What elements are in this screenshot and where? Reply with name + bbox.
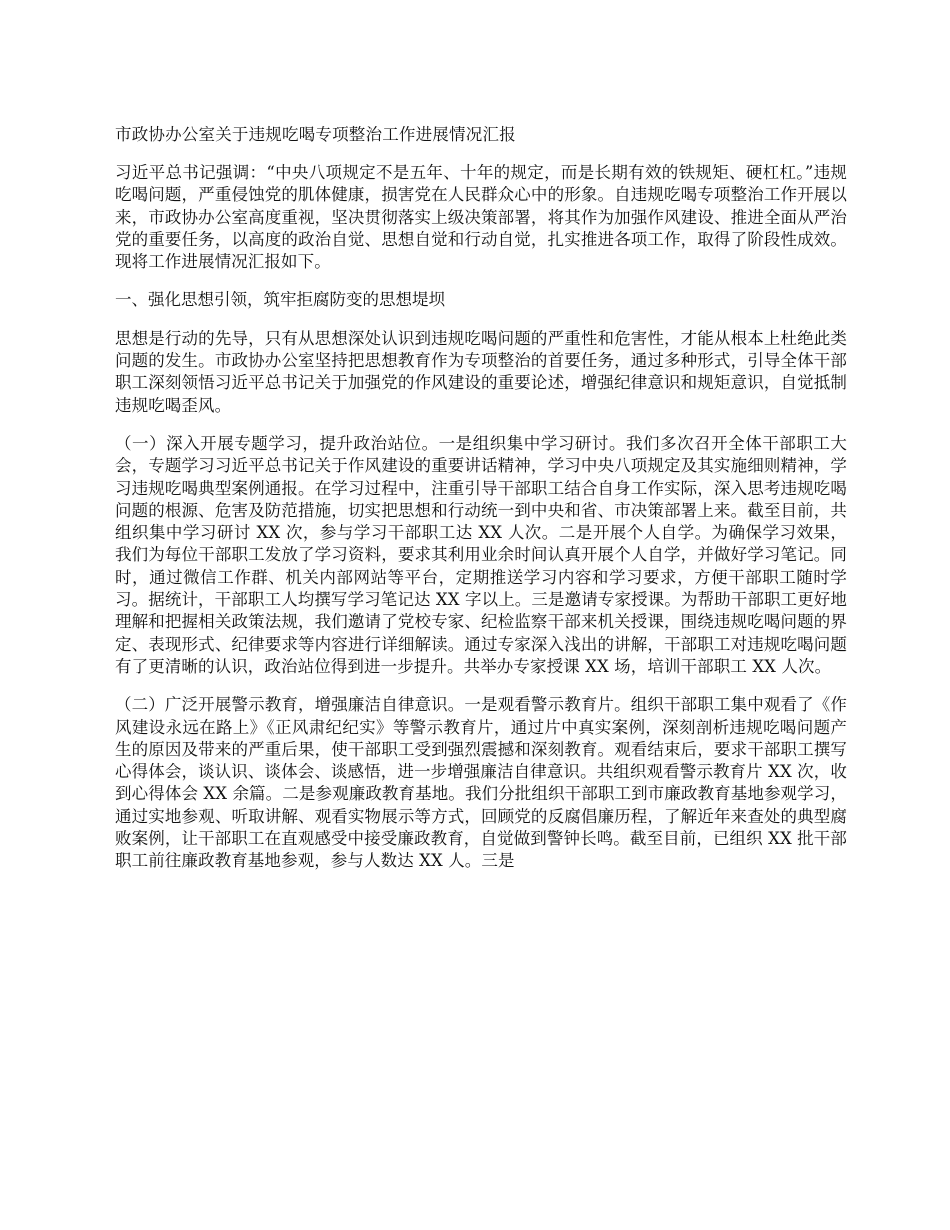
subsection-1-paragraph: （一）深入开展专题学习，提升政治站位。一是组织集中学习研讨。我们多次召开全体干部职工大会，专题学习习近平总书记关于作风建设的重要讲话精神，学习中央八项规定及其实施细则精神，学习违规吃喝典型案例通报。在学习过程中，注重引导干部职工结合自身工作实际，深入思考违规吃喝问题的根源、危害及防范措施，切实把思想和行动统一到中央和省、市决策部署上来。截至目前，共组织集中学习研讨 XX 次，参与学习干部职工达 XX 人次。二是开展个人自学。为确保学习效果，我们为每位干部职工发放了学习资料，要求其利用业余时间认真开展个人自学，并做好学习笔记。同时，通过微信工作群、机关内部网站等平台，定期推送学习内容和学习要求，方便干部职工随时学习。据统计，干部职工人均撰写学习笔记达 XX 字以上。三是邀请专家授课。为帮助干部职工更好地理解和把握相关政策法规，我们邀请了党校专家、纪检监察干部来机关授课，围绕违规吃喝问题的界定、表现形式、纪律要求等内容进行详细解读。通过专家深入浅出的讲解，干部职工对违规吃喝问题有了更清晰的认识，政治站位得到进一步提升。共举办专家授课 XX 场，培训干部职工 XX 人次。 — [115, 433, 847, 676]
intro-paragraph: 习近平总书记强调：“中央八项规定不是五年、十年的规定，而是长期有效的铁规矩、硬杠杠。”违规吃喝问题，严重侵蚀党的肌体健康，损害党在人民群众心中的形象。自违规吃喝专项整治工作开展以来，市政协办公室高度重视，坚决贯彻落实上级决策部署，将其作为加强作风建设、推进全面从严治党的重要任务，以高度的政治自觉、思想自觉和行动自觉，扎实推进各项工作，取得了阶段性成效。现将工作进展情况汇报如下。 — [115, 163, 847, 272]
document-page — [115, 124, 847, 889]
section-1-paragraph: 思想是行动的先导，只有从思想深处认识到违规吃喝问题的严重性和危害性，才能从根本上杜绝此类问题的发生。市政协办公室坚持把思想教育作为专项整治的首要任务，通过多种形式，引导全体干部职工深刻领悟习近平总书记关于加强党的作风建设的重要论述，增强纪律意识和规矩意识，自觉抵制违规吃喝歪风。 — [115, 328, 847, 415]
document-title: 市政协办公室关于违规吃喝专项整治工作进展情况汇报 — [115, 125, 516, 144]
section-heading-1: 一、强化思想引领，筑牢拒腐防变的思想堤坝 — [115, 290, 445, 310]
subsection-2-paragraph: （二）广泛开展警示教育，增强廉洁自律意识。一是观看警示教育片。组织干部职工集中观看了《作风建设永远在路上》《正风肃纪纪实》等警示教育片，通过片中真实案例，深刻剖析违规吃喝问题产生的原因及带来的严重后果，使干部职工受到强烈震撼和深刻教育。观看结束后，要求干部职工撰写心得体会，谈认识、谈体会、谈感悟，进一步增强廉洁自律意识。共组织观看警示教育片 XX 次，收到心得体会 XX 余篇。二是参观廉政教育基地。我们分批组织干部职工到市廉政教育基地参观学习，通过实地参观、听取讲解、观看实物展示等方式，回顾党的反腐倡廉历程，了解近年来查处的典型腐败案例，让干部职工在直观感受中接受廉政教育，自觉做到警钟长鸣。截至目前，已组织 XX 批干部职工前往廉政教育基地参观，参与人数达 XX 人。三是 — [115, 695, 847, 871]
